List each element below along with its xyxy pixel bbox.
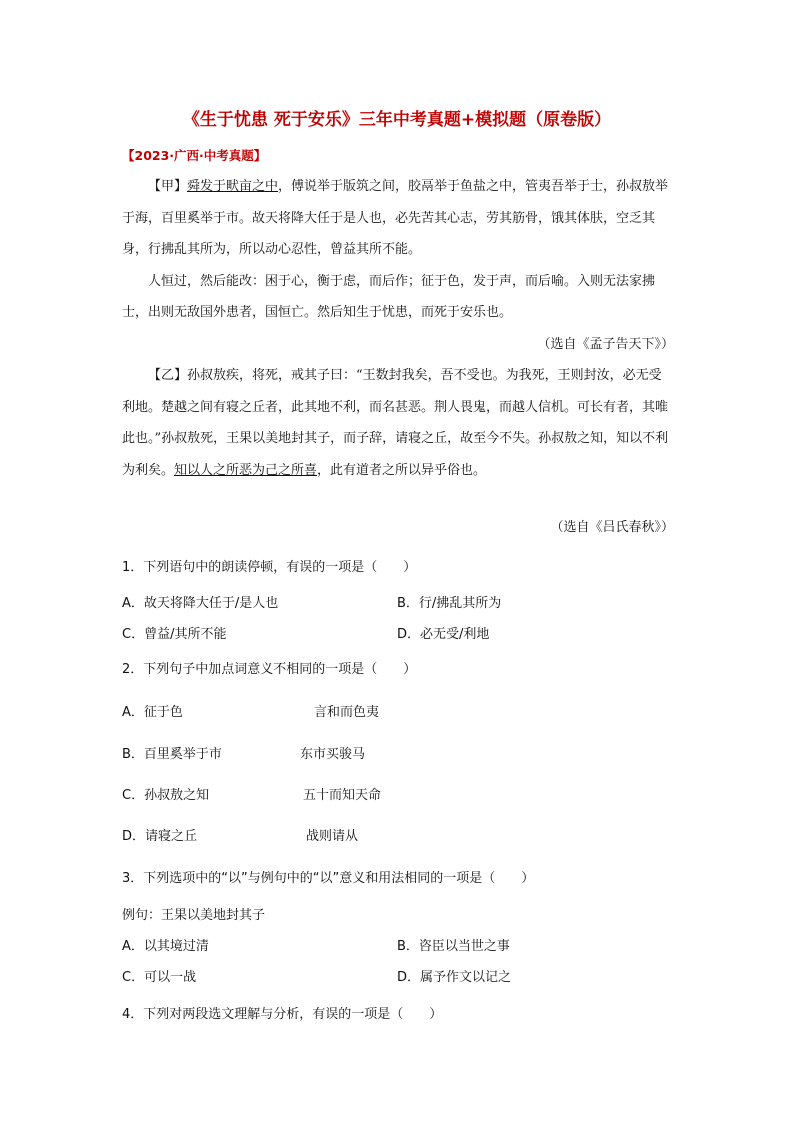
- question-2-option-a-left: A．征于色: [122, 705, 183, 720]
- question-3-option-d: D．属予作文以记之: [397, 970, 512, 985]
- question-2-option-d-left: D．请寝之丘: [122, 829, 198, 844]
- source-tag: 【2023·广西·中考真题】: [122, 148, 267, 163]
- question-3-stem: 3．下列选项中的“以”与例句中的“以”意义和用法相同的一项是（ ）: [122, 871, 535, 886]
- question-2-option-c-right: 五十而知天命: [303, 788, 382, 803]
- question-1-stem: 1．下列语句中的朗读停顿，有误的一项是（ ）: [122, 560, 417, 575]
- question-1-option-a: A．故天将降大任于/是人也: [122, 596, 279, 611]
- question-1-option-b: B．行/拂乱其所为: [397, 596, 502, 611]
- question-2-option-a-right: 言和而色夷: [314, 705, 380, 720]
- question-1-option-d: D．必无受/利地: [397, 627, 490, 642]
- jia-source: （选自《孟子告天下》）: [537, 336, 674, 352]
- page-title: 《生于忧患 死于安乐》三年中考真题+模拟题（原卷版）: [182, 110, 612, 130]
- question-2-option-b-left: B．百里奚举于市: [122, 747, 222, 762]
- passage-jia: [122, 171, 674, 360]
- question-3-option-a: A．以其境过清: [122, 939, 209, 954]
- yi-paragraph-text-b: ，此有道者之所以异乎俗也。: [317, 462, 487, 478]
- question-2-option-c-left: C．孙叔敖之知: [122, 788, 210, 803]
- yi-paragraph-1: [122, 360, 674, 486]
- yi-mark: 【乙】: [148, 368, 188, 383]
- yi-paragraph-text-a: 孙叔敖疾，将死，戒其子曰：“王数封我矣，吾不受也。为我死，王则封汝，必无受利地。楚越之间有寝之丘者，此其地不利，而名甚恶。荆人畏鬼，而越人信机。可长有者，其唯此也。”孙叔敖死，王果以美地封其子，而子辞，请寝之丘，故至今不失。孙叔敖之知，知以不利为利矣。: [122, 368, 669, 478]
- jia-paragraph-1-text: ，傅说举于版筑之间，胶鬲举于鱼盐之中，管夷吾举于士，孙叔敖举于海，百里奚举于市。故天将降大任于是人也，必先苦其心志，劳其筋骨，饿其体肤，空乏其身，行拂乱其所为，所以动心忍性，曾益其所不能。: [122, 179, 669, 257]
- question-2-option-b-right: 东市买骏马: [300, 747, 366, 762]
- yi-underlined-sentence: 知以人之所恶为己之所喜: [174, 462, 318, 478]
- question-2-stem: 2．下列句子中加点词意义不相同的一项是（ ）: [122, 662, 417, 677]
- question-2-option-d-right: 战则请从: [306, 829, 359, 844]
- jia-mark: 【甲】: [148, 179, 188, 194]
- question-1-option-c: C．曾益/其所不能: [122, 627, 227, 642]
- jia-underlined-sentence: 舜发于畎亩之中: [187, 179, 279, 194]
- question-3-example: 例句：王果以美地封其子: [122, 908, 266, 923]
- question-3-option-b: B．咨臣以当世之事: [397, 939, 510, 954]
- question-4-stem: 4．下列对两段选文理解与分析，有误的一项是（ ）: [122, 1007, 443, 1022]
- question-3-option-c: C．可以一战: [122, 970, 197, 985]
- passage-yi: [122, 360, 674, 486]
- jia-paragraph-2: 人恒过，然后能改：困于心，衡于虑，而后作；征于色，发于声，而后喻。入则无法家拂士，出则无敌国外患者，国恒亡。然后知生于忧患，而死于安乐也。: [122, 273, 656, 320]
- jia-paragraph-1: [122, 171, 674, 266]
- yi-source: （选自《吕氏春秋》）: [550, 520, 674, 535]
